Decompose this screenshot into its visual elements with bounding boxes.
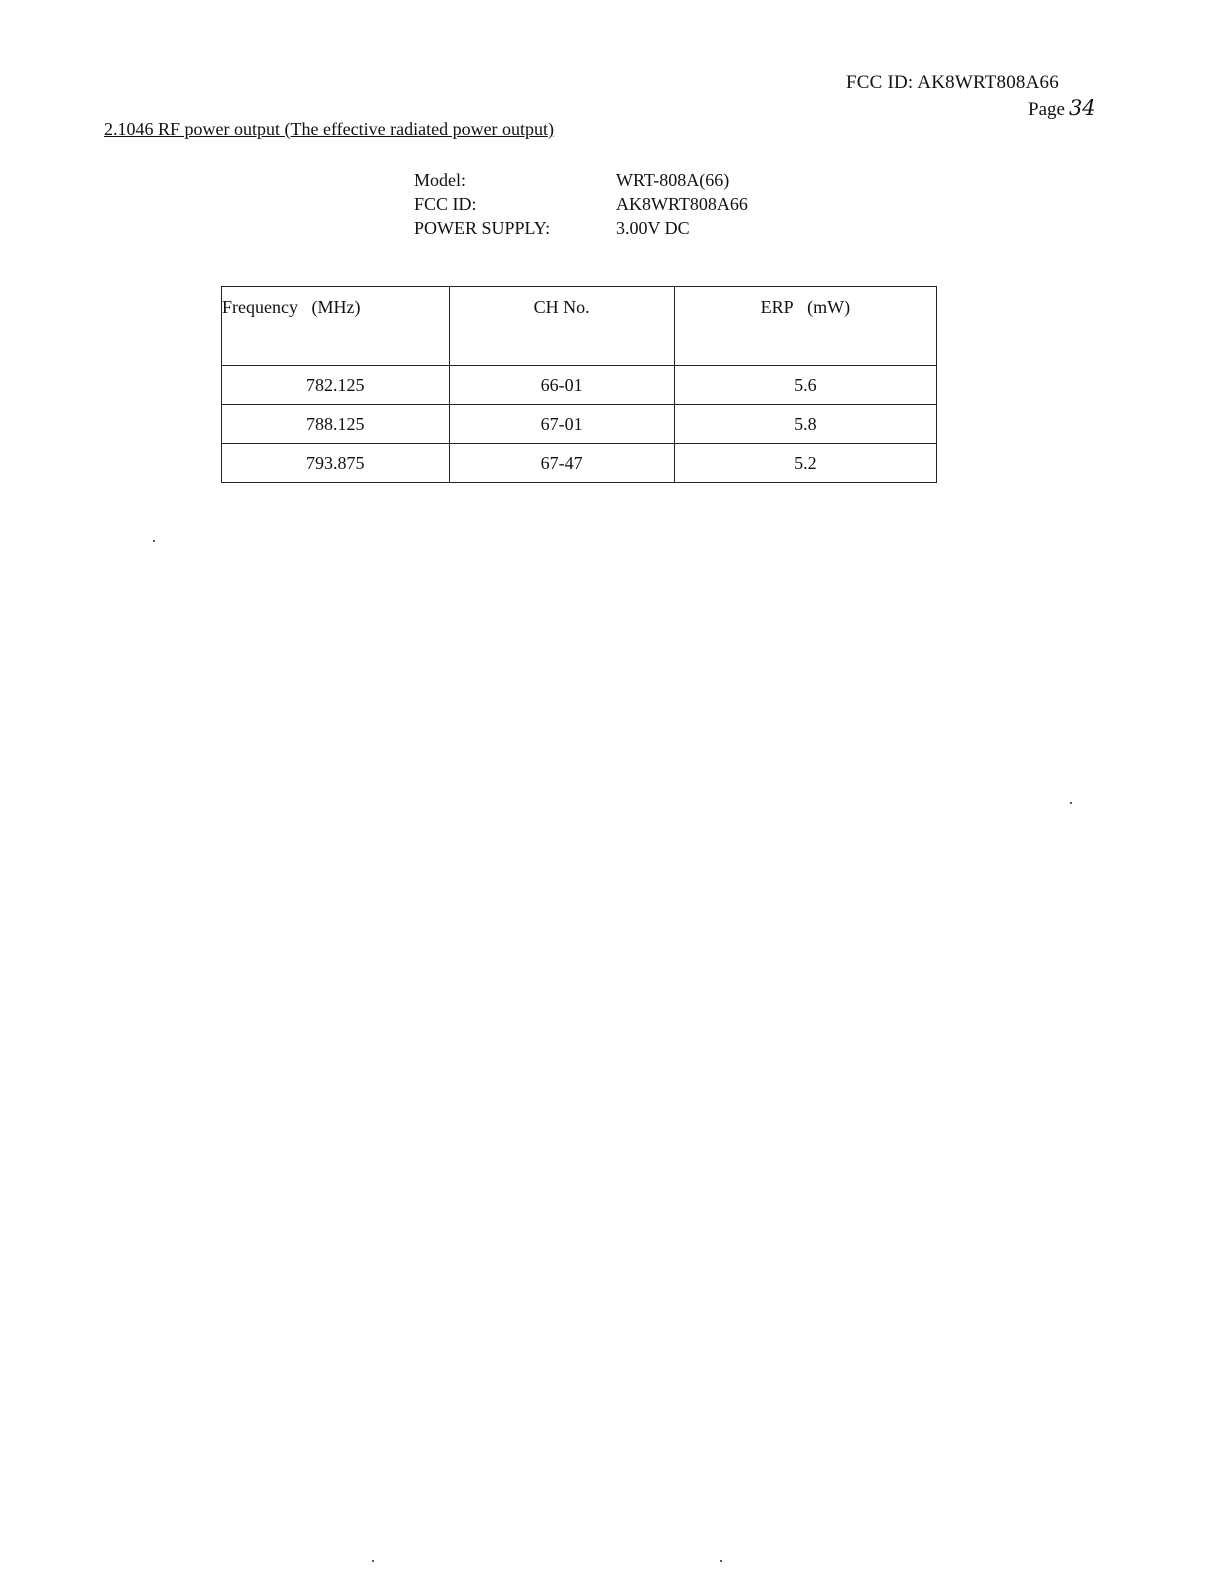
table-header-row: [222, 287, 937, 366]
info-label: Model:: [414, 170, 466, 190]
cell-frequency: 793.875: [222, 444, 450, 483]
table-row: [222, 405, 937, 444]
cell-channel: 67-01: [449, 405, 674, 444]
cell-frequency: 788.125: [222, 405, 450, 444]
section-title: 2.1046 RF power output (The effective radiated power output): [104, 119, 555, 139]
page-label: Page: [1028, 99, 1065, 120]
info-row-power-supply: [414, 216, 748, 240]
info-value: 3.00V DC: [616, 218, 690, 238]
cell-erp: 5.8: [674, 405, 936, 444]
table-row: [222, 366, 937, 405]
scan-speck: [1070, 802, 1072, 804]
info-row-fcc-id: [414, 192, 748, 216]
cell-channel: 66-01: [449, 366, 674, 405]
erp-table: [221, 286, 937, 483]
info-label: FCC ID:: [414, 194, 477, 214]
page-number: [1028, 96, 1096, 121]
fcc-id-header: FCC ID: AK8WRT808A66: [846, 72, 1059, 93]
cell-erp: 5.6: [674, 366, 936, 405]
info-value: WRT-808A(66): [616, 170, 730, 190]
table-row: [222, 444, 937, 483]
scan-speck: [372, 1560, 374, 1562]
info-value: AK8WRT808A66: [616, 194, 748, 214]
cell-erp: 5.2: [674, 444, 936, 483]
column-header-channel: CH No.: [449, 287, 674, 366]
scan-speck: [720, 1560, 722, 1562]
cell-channel: 67-47: [449, 444, 674, 483]
scan-speck: [153, 540, 155, 542]
page-number-value: 34: [1068, 96, 1096, 120]
info-row-model: [414, 168, 748, 192]
cell-frequency: 782.125: [222, 366, 450, 405]
column-header-frequency: Frequency (MHz): [222, 287, 450, 366]
info-label: POWER SUPPLY:: [414, 218, 551, 238]
column-header-erp: ERP (mW): [674, 287, 936, 366]
device-info: [414, 168, 748, 240]
